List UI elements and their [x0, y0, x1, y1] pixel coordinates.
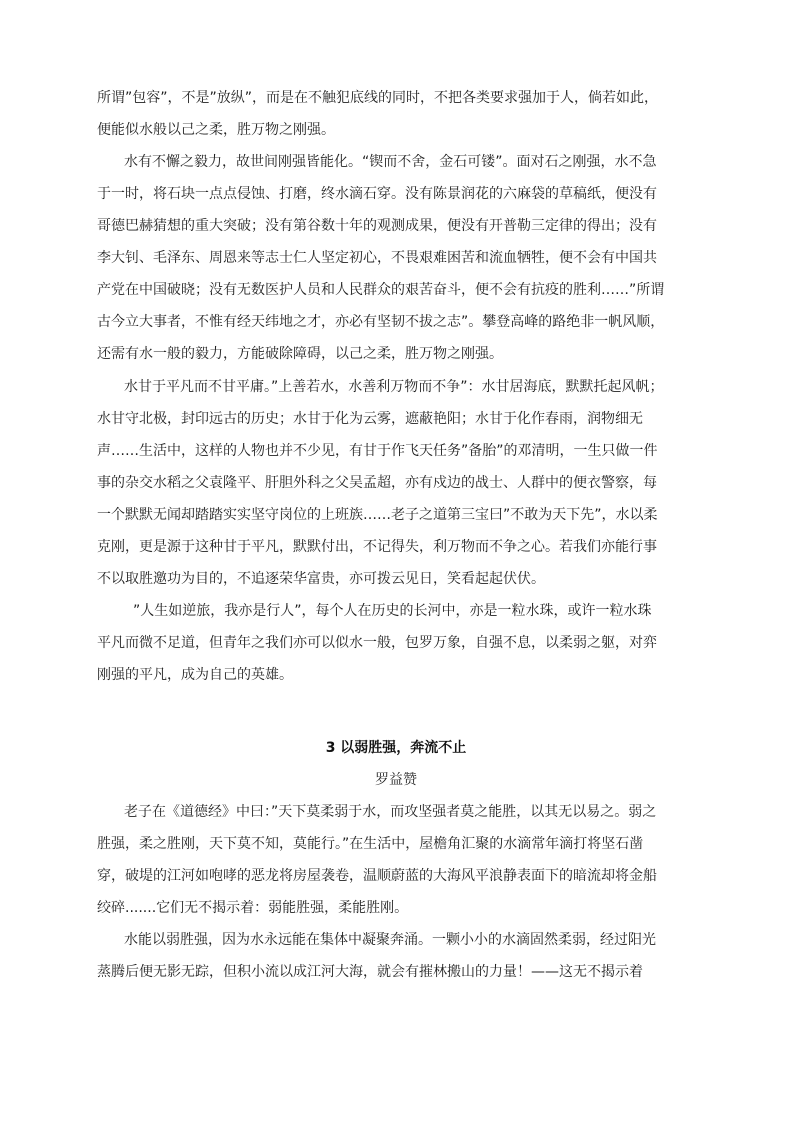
text-line: 平凡而微不足道，但青年之我们亦可以似水一般，包罗万象，自强不息，以柔弱之躯，对弈	[97, 635, 657, 651]
text-line: 绞碎.......它们无不揭示着：弱能胜强，柔能胜刚。	[97, 900, 409, 916]
text-line: 所谓”包容”，不是”放纵”，而是在不触犯底线的同时，不把各类要求强加于人，倘若如此，	[97, 90, 659, 106]
text-line: 声……生活中，这样的人物也并不少见，有甘于作飞天任务”备胎”的邓清明，一生只做一件	[97, 443, 658, 459]
paragraph-first-line: 水能以弱胜强，因为水永远能在集体中凝聚奔涌。一颗小小的水滴固然柔弱，经过阳光	[124, 932, 656, 948]
author-name: 罗益赞	[375, 772, 417, 788]
paragraph-first-line: 水甘于平凡而不甘平庸。”上善若水，水善利万物而不争”：水甘居海底，默默托起风帆；	[124, 379, 664, 395]
text-line: 于一时，将石块一点点侵蚀、打磨，终水滴石穿。没有陈景润花的六麻袋的草稿纸，便没有	[97, 186, 657, 202]
text-line: 李大钊、毛泽东、周恩来等志士仁人坚定初心，不畏艰难困苦和流血牺牲，便不会有中国共	[97, 250, 657, 266]
paragraph-first-line: ”人生如逆旅，我亦是行人”，每个人在历史的长河中，亦是一粒水珠，或许一粒水珠	[133, 603, 652, 619]
text-line: 事的杂交水稻之父袁隆平、肝胆外科之父吴孟超，亦有戍边的战士、人群中的便衣警察，每	[97, 475, 657, 491]
text-line: 刚强的平凡，成为自己的英雄。	[97, 667, 293, 683]
paragraph-first-line: 老子在《道德经》中曰：”天下莫柔弱于水，而攻坚强者莫之能胜，以其无以易之。弱之	[124, 804, 657, 820]
text-line: 便能似水般以己之柔，胜万物之刚强。	[97, 122, 335, 138]
paragraph-first-line: 水有不懈之毅力，故世间刚强皆能化。“锲而不舍，金石可镂”。面对石之刚强，水不急	[124, 154, 657, 170]
text-line: 克刚，更是源于这种甘于平凡，默默付出，不记得失，利万物而不争之心。若我们亦能行事	[97, 539, 657, 555]
text-line: 还需有水一般的毅力，方能破除障碍，以己之柔，胜万物之刚强。	[97, 346, 503, 362]
text-line: 穿，破堤的江河如咆哮的恶龙将房屋袭卷，温顺蔚蓝的大海风平浪静表面下的暗流却将金船	[97, 868, 657, 884]
text-line: 蒸腾后便无影无踪，但积小流以成江河大海，就会有摧林搬山的力量！——这无不揭示着	[97, 964, 643, 980]
section-title: 3 以弱胜强，奔流不止	[325, 740, 467, 756]
text-line: 一个默默无闻却踏踏实实坚守岗位的上班族……老子之道第三宝曰”不敢为天下先”，水以柔	[97, 507, 658, 523]
text-line: 哥德巴赫猜想的重大突破；没有第谷数十年的观测成果，便没有开普勒三定律的得出；没有	[97, 218, 657, 234]
text-line: 水甘守北极，封印远古的历史；水甘于化为云雾，遮蔽艳阳；水甘于化作春雨，润物细无	[97, 411, 643, 427]
text-line: 产党在中国破晓；没有无数医护人员和人民群众的艰苦奋斗，便不会有抗疫的胜利……”所谓	[97, 282, 665, 298]
text-line: 胜强，柔之胜刚，天下莫不知，莫能行。”在生活中，屋檐角汇聚的水滴常年滴打将坚石凿	[97, 836, 644, 852]
text-line: 古今立大事者，不惟有经天纬地之才，亦必有坚韧不拔之志”。攀登高峰的路绝非一帆风顺，	[97, 314, 665, 330]
text-line: 不以取胜邀功为目的，不追逐荣华富贵，亦可拨云见日，笑看起起伏伏。	[97, 571, 545, 587]
